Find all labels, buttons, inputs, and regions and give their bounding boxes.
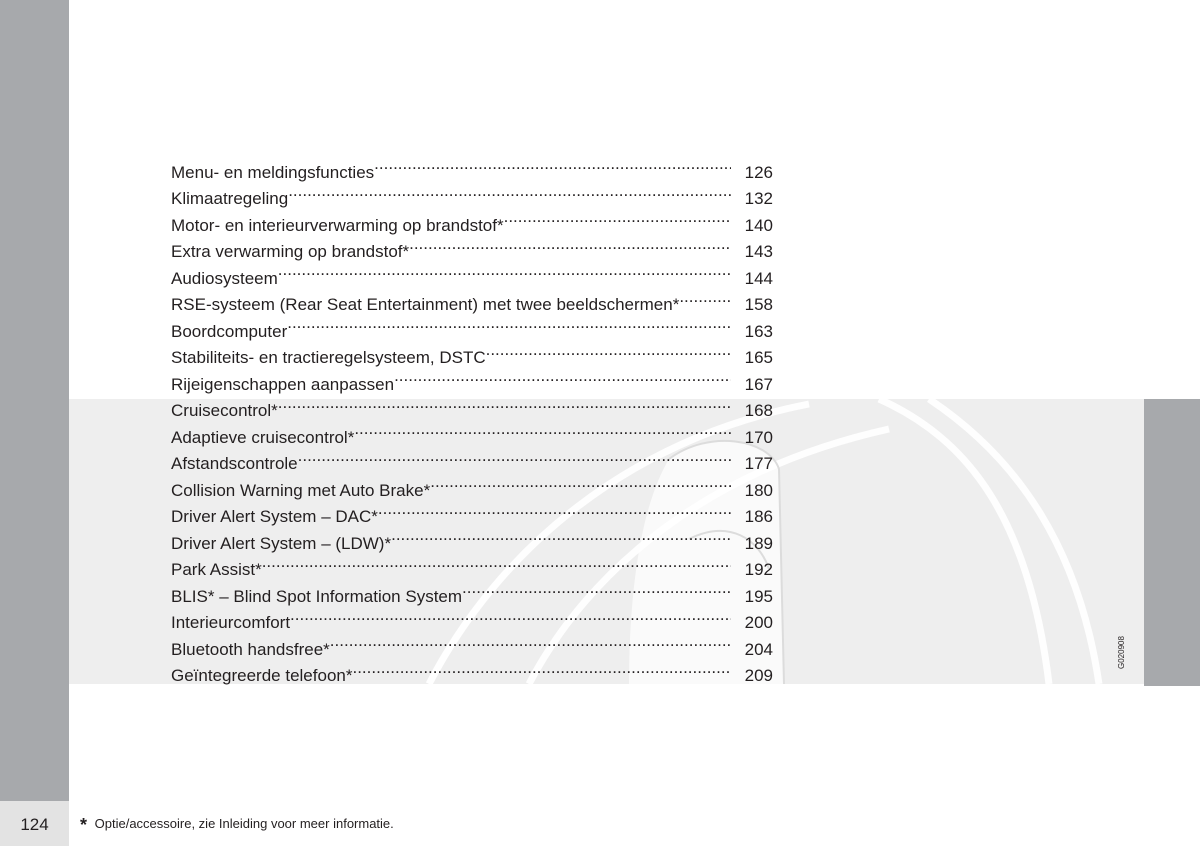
footnote-asterisk: * <box>80 815 88 835</box>
toc-entry-title: BLIS* – Blind Spot Information System <box>171 586 463 606</box>
toc-entry-title: Extra verwarming op brandstof* <box>171 242 410 261</box>
toc-entry-title: Interieurcomfort <box>171 613 291 632</box>
toc-entry-page: 186 <box>744 507 773 526</box>
toc-entry-page: 177 <box>744 454 773 473</box>
toc-entry-page: 126 <box>744 162 773 182</box>
toc-leader-dots <box>290 602 731 629</box>
toc-entry-title: Boordcomputer <box>171 321 288 341</box>
chapter-tab <box>1144 399 1200 686</box>
toc-entry-title: Audiosysteem <box>171 268 278 288</box>
toc-entry-page: 189 <box>744 533 773 553</box>
toc-leader-dots <box>462 575 731 602</box>
toc-leader-dots <box>391 522 731 549</box>
toc-leader-dots <box>278 257 731 284</box>
toc-entry-title: Collision Warning met Auto Brake* <box>171 480 431 500</box>
toc-entry-title: RSE-systeem (Rear Seat Entertainment) met twee beeldschermen* <box>171 295 680 314</box>
toc-entry-title: Motor- en interieurverwarming op brandstof* <box>171 215 504 235</box>
toc-entry-title: Driver Alert System – (LDW)* <box>171 533 392 553</box>
toc-entry-title: Geïntegreerde telefoon* <box>171 666 353 685</box>
toc-leader-dots <box>679 284 731 311</box>
toc-entry-page: 158 <box>744 295 773 314</box>
toc-entry-page: 195 <box>744 586 773 606</box>
toc-leader-dots <box>298 443 731 470</box>
toc-entry-page: 163 <box>744 321 773 341</box>
toc-entry-page: 144 <box>744 268 773 288</box>
toc-leader-dots <box>374 151 731 178</box>
toc-leader-dots <box>504 204 731 231</box>
toc-entry-title: Klimaatregeling <box>171 189 289 208</box>
toc-leader-dots <box>430 469 731 496</box>
toc-entry-title: Stabiliteits- en tractieregelsysteem, DSTC <box>171 348 486 367</box>
toc-entry-page: 180 <box>744 480 773 500</box>
toc-entry-title: Cruisecontrol* <box>171 401 278 420</box>
page-number: 124 <box>20 815 49 834</box>
toc-entry-page: 192 <box>744 560 773 579</box>
table-of-contents <box>171 151 773 685</box>
toc-entry-page: 170 <box>744 427 773 447</box>
toc-entry-page: 143 <box>744 242 773 261</box>
toc-leader-dots <box>262 549 731 576</box>
footnote-text: Optie/accessoire, zie Inleiding voor meer informatie. <box>94 816 394 831</box>
toc-entry-page: 168 <box>744 401 773 420</box>
toc-entry-page: 200 <box>744 613 773 632</box>
left-margin-bar <box>0 0 69 846</box>
toc-leader-dots <box>330 628 731 655</box>
toc-entry-title: Driver Alert System – DAC* <box>171 507 378 526</box>
toc-entry-title: Rijeigenschappen aanpassen <box>171 374 395 394</box>
toc-leader-dots <box>409 231 731 258</box>
toc-entry-title: Afstandscontrole <box>171 454 298 473</box>
toc-leader-dots <box>352 655 731 682</box>
image-code: G020908 <box>1117 636 1126 670</box>
toc-leader-dots <box>486 337 731 364</box>
toc-leader-dots <box>394 363 731 390</box>
toc-entry-page: 165 <box>744 348 773 367</box>
toc-entry-page: 209 <box>744 666 773 685</box>
toc-leader-dots <box>278 390 731 417</box>
toc-entry[interactable] <box>171 151 773 182</box>
toc-entry-title: Menu- en meldingsfuncties <box>171 162 375 182</box>
toc-leader-dots <box>354 416 731 443</box>
toc-entry[interactable] <box>171 549 773 579</box>
toc-entry-title: Bluetooth handsfree* <box>171 639 330 659</box>
toc-leader-dots <box>287 310 731 337</box>
toc-leader-dots <box>378 496 731 523</box>
toc-entry-page: 204 <box>744 639 773 659</box>
toc-entry-page: 167 <box>744 374 773 394</box>
toc-leader-dots <box>288 178 731 205</box>
toc-entry-page: 140 <box>744 215 773 235</box>
toc-entry-title: Park Assist* <box>171 560 262 579</box>
toc-entry-page: 132 <box>744 189 773 208</box>
footnote <box>80 815 394 836</box>
toc-entry-title: Adaptieve cruisecontrol* <box>171 427 355 447</box>
